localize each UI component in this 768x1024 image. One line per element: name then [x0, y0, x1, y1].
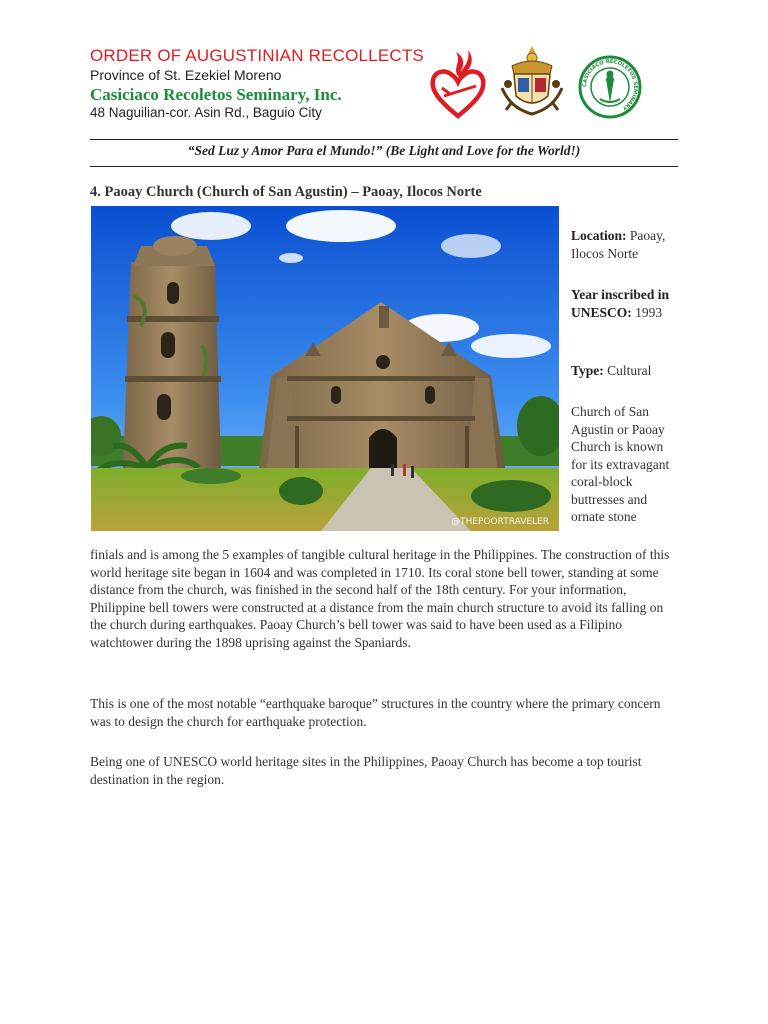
flaming-heart-logo-icon [428, 46, 488, 120]
type-field [571, 362, 681, 380]
section-title: 4. Paoay Church (Church of San Agustin) – Paoay, Ilocos Norte [90, 184, 482, 200]
seminary-name: Casiciaco Recoletos Seminary, Inc. [90, 85, 342, 104]
location-label: Location: [571, 228, 627, 243]
type-label: Type: [571, 363, 604, 378]
paragraph-history: finials and is among the 5 examples of tangible cultural heritage in the Philippines. The construction of this world heritage site began in 1604 and was completed in 1710. Its coral stone bell tower, standing at some distance from the church, was finished in the second half of the 18th century. For your information, Philippine bell towers were constructed at a distance from the main church structure to avoid its falling on the church during earthquakes. Paoay Church’s bell tower was said to have been used as a Filipino watchtower during the 1898 uprising against the Spaniards. [90, 547, 670, 650]
side-description: Church of San Agustin or Paoay Church is known for its extravagant coral-block buttresses and ornate stone [571, 404, 670, 524]
paragraph-earthquake-baroque: This is one of the most notable “earthquake baroque” structures in the country where the primary concern was to design the church for earthquake protection. [90, 696, 661, 729]
year-label: Year inscribed in UNESCO: [571, 287, 670, 320]
location-field [571, 227, 681, 262]
seminary-address: 48 Naguilian-cor. Asin Rd., Baguio City [90, 105, 322, 120]
paoay-church-photo [91, 206, 559, 531]
year-field [571, 286, 681, 321]
header-divider-top [90, 139, 678, 140]
order-crest-logo-icon [498, 44, 566, 120]
order-name: ORDER OF AUGUSTINIAN RECOLLECTS [90, 46, 424, 65]
province-name: Province of St. Ezekiel Moreno [90, 67, 282, 83]
paragraph-tourism: Being one of UNESCO world heritage sites in the Philippines, Paoay Church has become a top tourist destination in the region. [90, 754, 642, 787]
motto: “Sed Luz y Amor Para el Mundo!” (Be Light and Love for the World!) [187, 143, 581, 158]
svg-text:CASICIACO RECOLETOS SEMINARY: CASICIACO RECOLETOS SEMINARY [581, 58, 639, 112]
header-divider-bottom [90, 166, 678, 167]
year-value: 1993 [635, 304, 663, 320]
type-value: Cultural [607, 363, 652, 378]
photo-credit: @THEPOORTRAVELER [451, 517, 549, 527]
seminary-seal-logo-icon [578, 55, 642, 119]
location-value: Paoay, Ilocos Norte [571, 228, 666, 261]
